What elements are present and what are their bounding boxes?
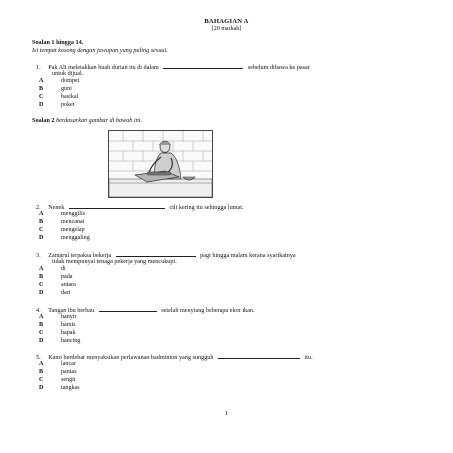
option-b: B pada (39, 274, 73, 280)
instructions-text: Isi tempat kosong dengan jawapan yang paling sesuai. (32, 47, 168, 54)
answer-blank (116, 251, 196, 257)
question-text: sebelum dibawa ke pasar (247, 64, 310, 71)
option-a: A di (39, 266, 66, 272)
option-a: A dompet (39, 78, 80, 84)
option-d: D dari (39, 290, 71, 296)
option-c: C sengit (39, 377, 76, 383)
option-a: A hanyir (39, 314, 77, 320)
option-b: B mencanai (39, 219, 85, 225)
option-d: D tangkas (39, 385, 80, 391)
option-d: D menggaling (39, 235, 90, 241)
option-c: C basikal (39, 94, 79, 100)
option-c: C hapak (39, 330, 76, 336)
option-a: A lancar (39, 361, 76, 367)
answer-blank (99, 306, 157, 312)
option-c: C antara (39, 282, 76, 288)
option-d: D poket (39, 102, 75, 108)
answer-blank (163, 63, 243, 69)
option-c: C mengelap (39, 227, 85, 233)
question-number: 1. (36, 64, 41, 71)
option-d: D hancing (39, 338, 81, 344)
question-2-intro: Soalan 2 berdasarkan gambar di bawah ini. (32, 117, 142, 124)
question-4: 4. Tangan ibu berbau setelah menyiang beberapa ekor ikan. (36, 307, 255, 314)
question-1-line2: untuk dijual. (52, 70, 84, 77)
question-2: 2. Nenek cili kering itu sehingga lumat. (36, 204, 244, 211)
answer-blank (69, 203, 165, 209)
section-title: BAHAGIAN A (204, 18, 249, 25)
illustration (108, 130, 213, 198)
question-5: 5. Kami berdebar menyaksikan perlawanan badminton yang sungguh itu. (36, 354, 313, 361)
option-b: B hamis (39, 322, 76, 328)
page-number: 1 (224, 410, 229, 417)
answer-blank (218, 353, 300, 359)
question-3: 3. Zamarul terpaksa bekerja pagi hingga malam kerana syarikatnya (36, 252, 296, 259)
question-text: Pak Ali meletakkan buah durian itu di dalam (48, 64, 159, 71)
section-marks: [20 markah] (211, 26, 242, 32)
instructions-range: Soalan 1 hingga 14. (32, 39, 84, 46)
question-3-line2: tidak mempunyai tenaga pekerja yang mencukupi. (52, 258, 177, 265)
option-b: B pantas (39, 369, 77, 375)
grandmother-grinding-illustration (109, 131, 212, 197)
option-b: B guni (39, 86, 72, 92)
option-a: A menggilis (39, 211, 86, 217)
